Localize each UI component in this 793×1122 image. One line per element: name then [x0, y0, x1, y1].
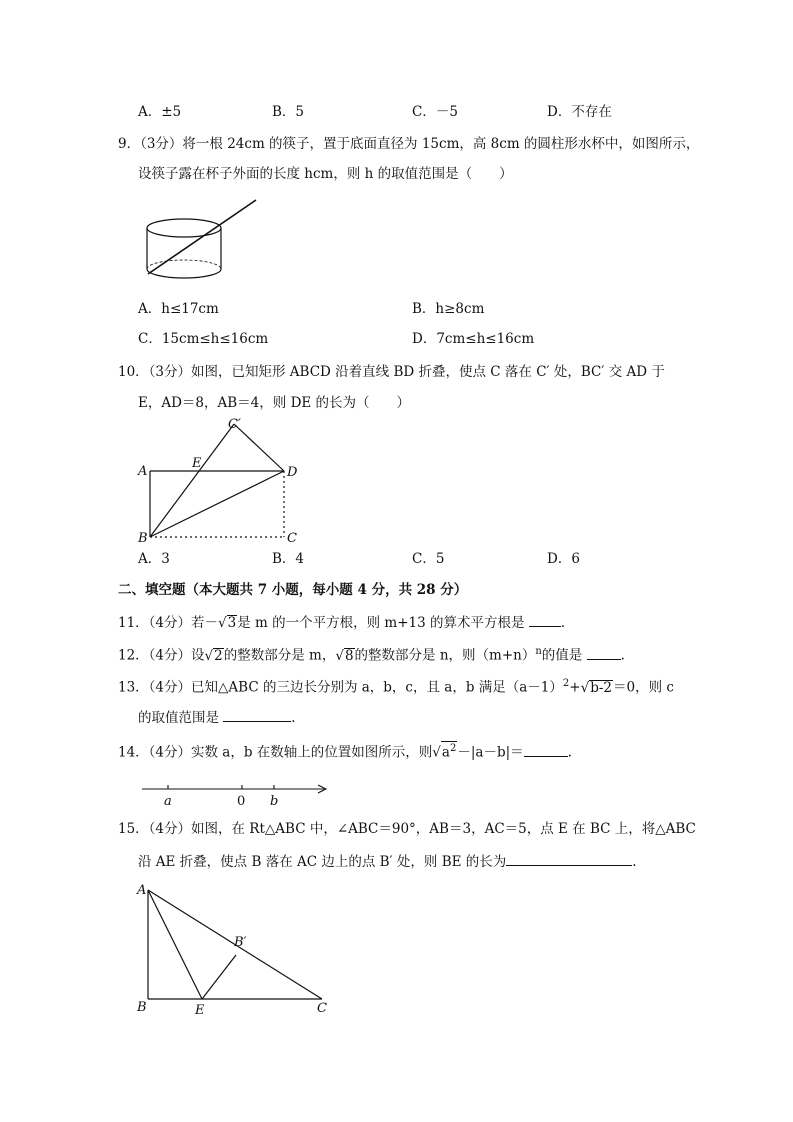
q13-plus: +	[569, 679, 581, 696]
q9-option-d: D．7cm≤h≤16cm	[412, 331, 535, 347]
q14-axis-label-b: b	[270, 794, 279, 809]
q14-end: .	[567, 744, 572, 761]
q14-axis-label-zero: 0	[237, 794, 246, 809]
q8-option-b: B．5	[272, 104, 305, 120]
q9-option-b: B．h≥8cm	[412, 301, 485, 317]
q9-option-a: A．h≤17cm	[138, 301, 219, 317]
q15-stem-line1: 15．（4分）如图，在 Rt△ABC 中，∠ABC＝90°，AB＝3，AC＝5，点 E 在 BC 上，将△ABC	[118, 821, 696, 837]
q13-sqrt: √b-2	[580, 679, 612, 696]
q10-option-c: C．5	[412, 551, 445, 567]
q13-text-post: ＝0，则 c	[613, 679, 674, 696]
q12-exponent: n	[535, 646, 542, 657]
q8-option-a: A．±5	[138, 104, 182, 120]
q14-sqrt: $√a^2$	[432, 743, 457, 761]
q15-line2-text: 沿 AE 折叠，使点 B 落在 AC 边上的点 B′ 处，则 BE 的长为	[138, 854, 507, 870]
q8-option-c: C．－5	[412, 104, 458, 120]
q15-label-b-prime: B′	[234, 935, 247, 950]
q9-option-c: C．15cm≤h≤16cm	[138, 331, 269, 347]
q15-answer-blank[interactable]	[506, 851, 632, 866]
q12-stem	[118, 643, 625, 665]
q12-answer-blank[interactable]	[587, 645, 621, 660]
q13-text-pre: 13．（4分）已知△ABC 的三边长分别为 a，b，c，且 a，b 满足（a－1）	[118, 679, 563, 696]
q11-stem	[118, 612, 565, 632]
q10-stem-line1: 10．（3分）如图，已知矩形 ABCD 沿着直线 BD 折叠，使点 C 落在 C′ 处，BC′ 交 AD 于	[118, 364, 665, 380]
q9-stem-line1: 9．（3分）将一根 24cm 的筷子，置于底面直径为 15cm，高 8cm 的圆柱形水杯中，如图所示，	[118, 136, 700, 152]
q12-text-mid2: 的整数部分是 n，则（m+n）	[354, 647, 536, 664]
q13-stem-line1	[118, 675, 674, 697]
q13-end: .	[291, 710, 296, 726]
q11-radicand: 3	[227, 615, 237, 631]
q14-text-pre: 14．（4分）实数 a，b 在数轴上的位置如图所示，则	[118, 744, 433, 761]
q10-label-d: D	[287, 465, 298, 480]
q14-radicand: a	[441, 744, 450, 761]
q12-text-post: 的值是	[541, 647, 583, 664]
q11-sqrt: √3	[218, 615, 237, 631]
q12-sqrt-2: √8	[335, 647, 354, 664]
q14-exponent: 2	[449, 743, 457, 754]
q12-sqrt-1: √2	[204, 647, 223, 664]
q10-label-b: B	[138, 531, 148, 546]
q14-number-line	[138, 777, 333, 809]
q15-label-c: C	[317, 1001, 327, 1016]
q15-label-a: A	[137, 883, 147, 898]
q14-axis-label-a: a	[164, 794, 172, 809]
q10-label-c: C	[287, 531, 297, 546]
q14-answer-blank[interactable]	[524, 742, 568, 757]
q12-text-mid1: 的整数部分是 m，	[223, 647, 336, 664]
q15-label-e: E	[195, 1003, 205, 1018]
q10-option-a: A．3	[138, 551, 170, 567]
q10-label-c-prime: C′	[228, 417, 241, 432]
q15-triangle-figure	[132, 878, 342, 1018]
q13-stem-line2	[138, 707, 296, 727]
q8-option-d: D．不存在	[547, 104, 612, 120]
q10-option-b: B．4	[272, 551, 305, 567]
q10-rectangle-figure	[132, 412, 312, 547]
q12-radicand-1: 2	[214, 647, 223, 664]
q12-text-pre: 12．（4分）设	[118, 647, 205, 664]
q11-text-post: 是 m 的一个平方根，则 m+13 的算术平方根是	[237, 615, 525, 631]
q9-cup-figure	[138, 195, 263, 285]
q13-line2-text: 的取值范围是	[138, 710, 219, 726]
q12-end: .	[620, 647, 625, 664]
q11-end: .	[560, 615, 566, 631]
q10-label-e: E	[192, 456, 202, 471]
q9-stem-line2: 设筷子露在杯子外面的长度 hcm，则 h 的取值范围是（ ）	[138, 166, 513, 182]
q14-text-post: －|a－b|＝	[457, 744, 524, 761]
q14-radicand-wrap	[441, 741, 457, 760]
q15-label-b: B	[137, 1000, 147, 1015]
q13-radicand: b-2	[590, 679, 612, 696]
q13-exponent: 2	[562, 678, 570, 689]
q10-stem-line2: E，AD＝8，AB＝4，则 DE 的长为（ ）	[138, 395, 411, 411]
q10-option-d: D．6	[547, 551, 580, 567]
q12-radicand-2: 8	[344, 647, 354, 664]
q10-label-a: A	[138, 464, 148, 479]
q15-stem-line2	[138, 851, 637, 871]
q15-end: .	[632, 854, 637, 870]
q11-text-pre: 11．（4分）若－	[118, 615, 219, 631]
q13-answer-blank[interactable]	[223, 707, 291, 722]
q11-answer-blank[interactable]	[529, 612, 561, 627]
q14-stem	[118, 741, 572, 762]
section-heading-fill-in: 二、填空题（本大题共 7 小题，每小题 4 分，共 28 分）	[118, 582, 468, 598]
